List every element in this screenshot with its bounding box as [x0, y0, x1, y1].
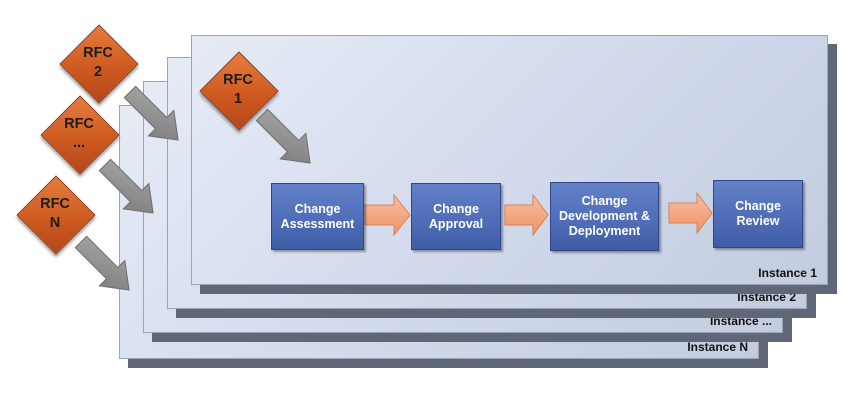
step-change-development-deployment: Change Development & Deployment — [550, 182, 659, 251]
instance-label-1: Instance 1 — [758, 266, 817, 280]
step-change-assessment: Change Assessment — [271, 183, 364, 250]
instance-label-ellipsis: Instance ... — [709, 314, 772, 328]
rfc-ellipsis-label: RFC ... — [64, 116, 94, 151]
rfc-n-label: RFC N — [40, 196, 70, 231]
instance-label-n: Instance N — [687, 340, 748, 354]
rfc-1-label: RFC 1 — [223, 72, 253, 107]
step-change-review: Change Review — [713, 180, 803, 248]
step-change-approval: Change Approval — [411, 183, 501, 250]
rfc-2-label: RFC 2 — [83, 45, 113, 80]
instance-label-2: Instance 2 — [737, 290, 796, 304]
